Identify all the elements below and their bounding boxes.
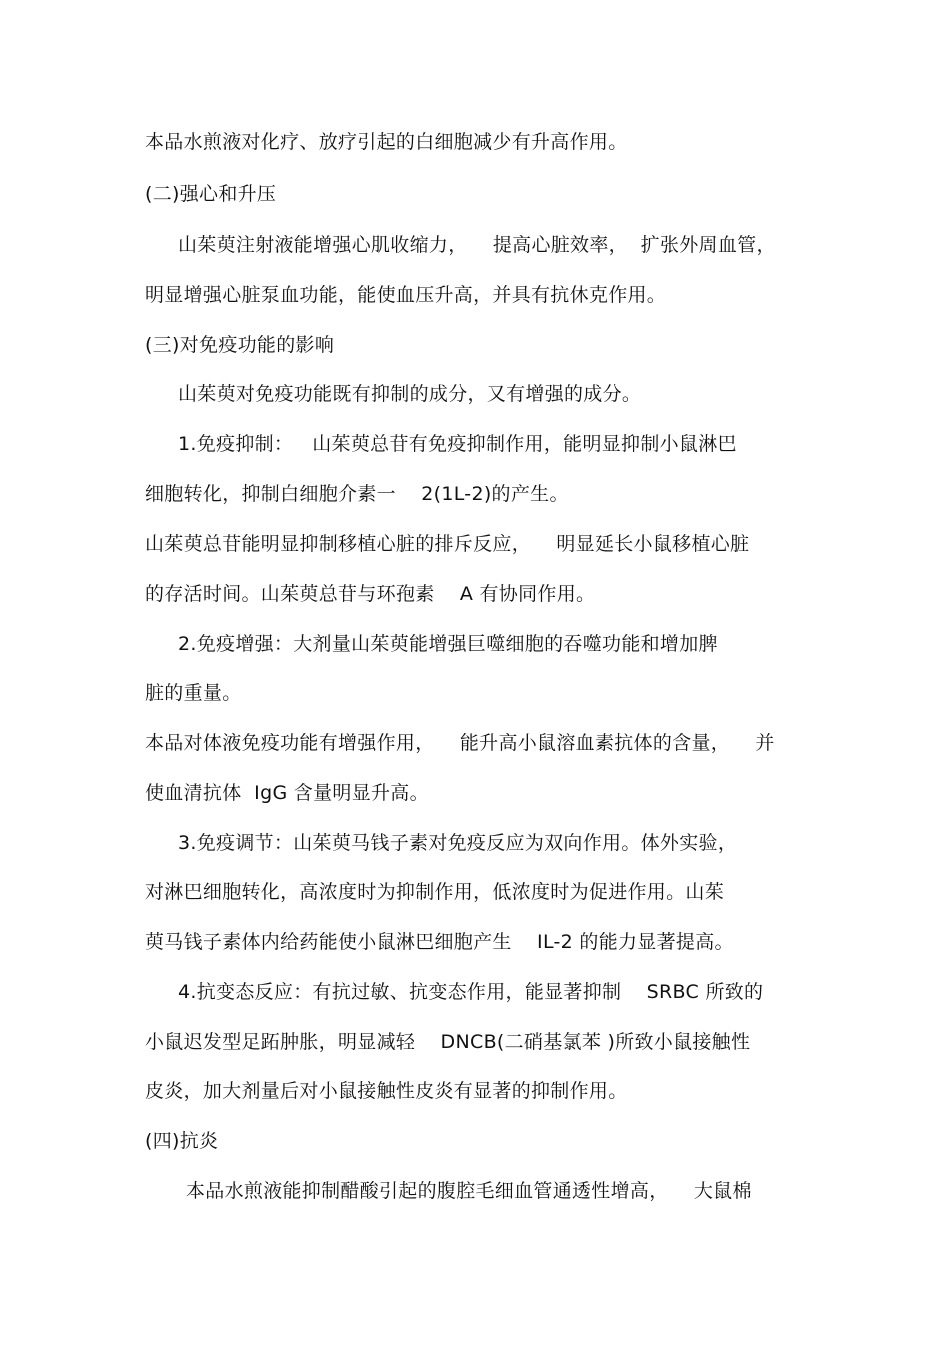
paragraph-line: 3.免疫调节：山茱萸马钱子素对免疫反应为双向作用。体外实验， (178, 832, 738, 854)
section-heading: (二)强心和升压 (145, 183, 277, 205)
paragraph-line: 山茱萸对免疫功能既有抑制的成分，又有增强的成分。 (178, 383, 642, 405)
paragraph-line: 萸马钱子素体内给药能使小鼠淋巴细胞产生 IL-2 的能力显著提高。 (145, 931, 734, 953)
paragraph-line: 2.免疫增强：大剂量山茱萸能增强巨噬细胞的吞噬功能和增加脾 (178, 633, 718, 655)
paragraph-line: 本品水煎液对化疗、放疗引起的白细胞减少有升高作用。 (145, 131, 628, 153)
paragraph-line: 山茱萸总苷能明显抑制移植心脏的排斥反应， 明显延长小鼠移植心脏 (145, 533, 750, 555)
paragraph-line: 脏的重量。 (145, 682, 242, 704)
section-heading: (四)抗炎 (145, 1130, 219, 1152)
paragraph-line: 对淋巴细胞转化，高浓度时为抑制作用，低浓度时为促进作用。山茱 (145, 881, 725, 903)
section-heading: (三)对免疫功能的影响 (145, 334, 335, 356)
paragraph-line: 明显增强心脏泵血功能，能使血压升高，并具有抗休克作用。 (145, 284, 667, 306)
paragraph-line: 本品对体液免疫功能有增强作用， 能升高小鼠溶血素抗体的含量， 并 (145, 732, 775, 754)
paragraph-line: 1.免疫抑制： 山茱萸总苷有免疫抑制作用，能明显抑制小鼠淋巴 (178, 433, 737, 455)
paragraph-line: 使血清抗体 IgG 含量明显升高。 (145, 782, 429, 804)
paragraph-line: 皮炎，加大剂量后对小鼠接触性皮炎有显著的抑制作用。 (145, 1080, 628, 1102)
paragraph-line: 本品水煎液能抑制醋酸引起的腹腔毛细血管通透性增高， 大鼠棉 (186, 1180, 752, 1202)
paragraph-line: 山茱萸注射液能增强心肌收缩力， 提高心脏效率， 扩张外周血管， (178, 234, 776, 256)
paragraph-line: 细胞转化，抑制白细胞介素一 2(1L-2)的产生。 (145, 483, 569, 505)
paragraph-line: 4.抗变态反应：有抗过敏、抗变态作用，能显著抑制 SRBC 所致的 (178, 981, 764, 1003)
paragraph-line: 的存活时间。山茱萸总苷与环孢素 A 有协同作用。 (145, 583, 596, 605)
paragraph-line: 小鼠迟发型足跖肿胀，明显减轻 DNCB(二硝基氯苯 )所致小鼠接触性 (145, 1031, 751, 1053)
